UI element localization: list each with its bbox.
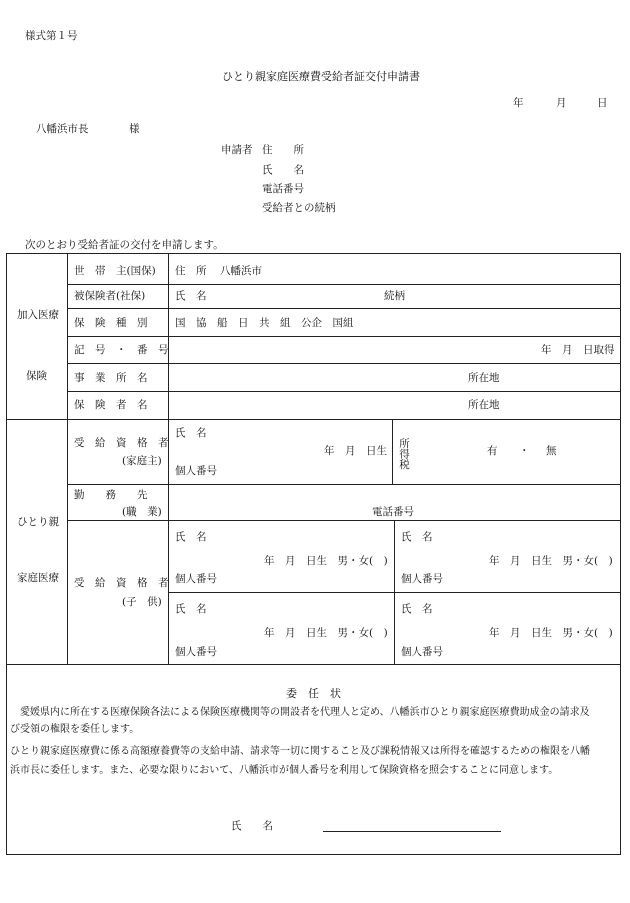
guardian-label: 受 給 資 格 者	[74, 437, 169, 449]
child-3-birth[interactable]: 年 月 日生 男・女( )	[264, 627, 388, 639]
child-sublabel: (子 供)	[122, 596, 162, 608]
office-name-label: 事 業 所 名	[74, 372, 148, 384]
insurer-name-label: 保 険 者 名	[74, 399, 148, 411]
applicant-address[interactable]: 住 所	[262, 144, 304, 156]
guardian-personal-number[interactable]: 個人番号	[175, 465, 217, 477]
insured-address-label: 住 所	[175, 265, 207, 277]
insurance-type-label: 保 険 種 別	[74, 317, 148, 329]
child-3-name-label[interactable]: 氏 名	[175, 603, 207, 615]
addressee: 八幡浜市長	[36, 123, 89, 135]
delegation-title: 委 任 状	[286, 687, 341, 700]
insurer-location[interactable]: 所在地	[468, 399, 500, 411]
child-3-personal-number[interactable]: 個人番号	[175, 646, 217, 658]
delegation-text-line-4: 浜市長に委任します。また、必要な限りにおいて、八幡浜市が個人番号を利用して保険資格を照会することに同意します。	[10, 765, 559, 776]
guardian-birth[interactable]: 年 月 日生	[324, 445, 387, 457]
child-2-personal-number[interactable]: 個人番号	[401, 573, 443, 585]
delegation-signature-line[interactable]	[323, 831, 501, 832]
child-2-birth[interactable]: 年 月 日生 男・女( )	[489, 555, 613, 567]
income-tax-yes[interactable]: 有	[487, 445, 498, 457]
child-4-birth[interactable]: 年 月 日生 男・女( )	[489, 627, 613, 639]
householder-label: 世 帯 主(国保)	[74, 265, 156, 277]
applicant-relation[interactable]: 受給者との続柄	[262, 202, 336, 214]
form-title: ひとり親家庭医療費受給者証交付申請書	[222, 70, 420, 83]
office-location[interactable]: 所在地	[468, 372, 500, 384]
child-4-name-label[interactable]: 氏 名	[401, 603, 433, 615]
child-1-personal-number[interactable]: 個人番号	[175, 573, 217, 585]
delegation-name-label: 氏 名	[231, 820, 273, 832]
insurance-type-options[interactable]: 国 協 船 日 共 組 公企 国組	[175, 317, 354, 329]
insured-address-value[interactable]: 八幡浜市	[220, 265, 262, 277]
child-2-name-label[interactable]: 氏 名	[401, 531, 433, 543]
date-year: 年	[513, 97, 524, 109]
applicant-label: 申請者	[221, 144, 253, 156]
intro-text: 次のとおり受給者証の交付を申請します。	[25, 239, 224, 251]
form-number: 様式第１号	[25, 30, 78, 42]
addressee-suffix: 様	[129, 123, 140, 135]
insured-relation-label[interactable]: 続柄	[384, 290, 405, 302]
child-label: 受 給 資 格 者	[74, 577, 169, 589]
delegation-text-line-2: び受領の権限を委任します。	[10, 724, 140, 735]
date-day: 日	[597, 97, 608, 109]
income-tax-separator: ・	[519, 445, 530, 457]
insured-label: 被保険者(社保)	[74, 290, 146, 302]
insured-name-label[interactable]: 氏 名	[175, 290, 207, 302]
insurance-section-label: 加入医療	[17, 309, 59, 321]
family-section-label: ひとり親	[17, 516, 59, 528]
income-tax-label: 所得税	[398, 438, 410, 470]
child-1-birth[interactable]: 年 月 日生 男・女( )	[264, 555, 388, 567]
delegation-text-line-1: 愛媛県内に所在する医療保険各法による保険医療機関等の開設者を代理人と定め、八幡浜市ひとり親家庭医療費助成金の請求及	[10, 707, 590, 718]
guardian-sublabel: (家庭主)	[122, 455, 162, 467]
income-tax-no[interactable]: 無	[546, 445, 557, 457]
guardian-name-label[interactable]: 氏 名	[175, 427, 207, 439]
applicant-phone[interactable]: 電話番号	[262, 183, 304, 195]
insurance-number-label: 記 号 ・ 番 号	[74, 344, 169, 356]
insurance-acquired-date[interactable]: 年 月 日取得	[541, 344, 615, 356]
child-1-name-label[interactable]: 氏 名	[175, 531, 207, 543]
child-4-personal-number[interactable]: 個人番号	[401, 646, 443, 658]
delegation-text-line-3: ひとり親家庭医療費に係る高額療養費等の支給申請、請求等一切に関すること及び課税情報又は所得を確認するための権限を八幡	[10, 746, 590, 757]
date-month: 月	[556, 97, 567, 109]
workplace-sublabel: (職 業)	[122, 506, 162, 518]
workplace-label: 勤 務 先	[74, 489, 148, 501]
family-section-label-2: 家庭医療	[17, 572, 59, 584]
workplace-phone[interactable]: 電話番号	[372, 506, 414, 518]
insurance-section-label-2: 保険	[26, 370, 47, 382]
applicant-name[interactable]: 氏 名	[262, 164, 304, 176]
